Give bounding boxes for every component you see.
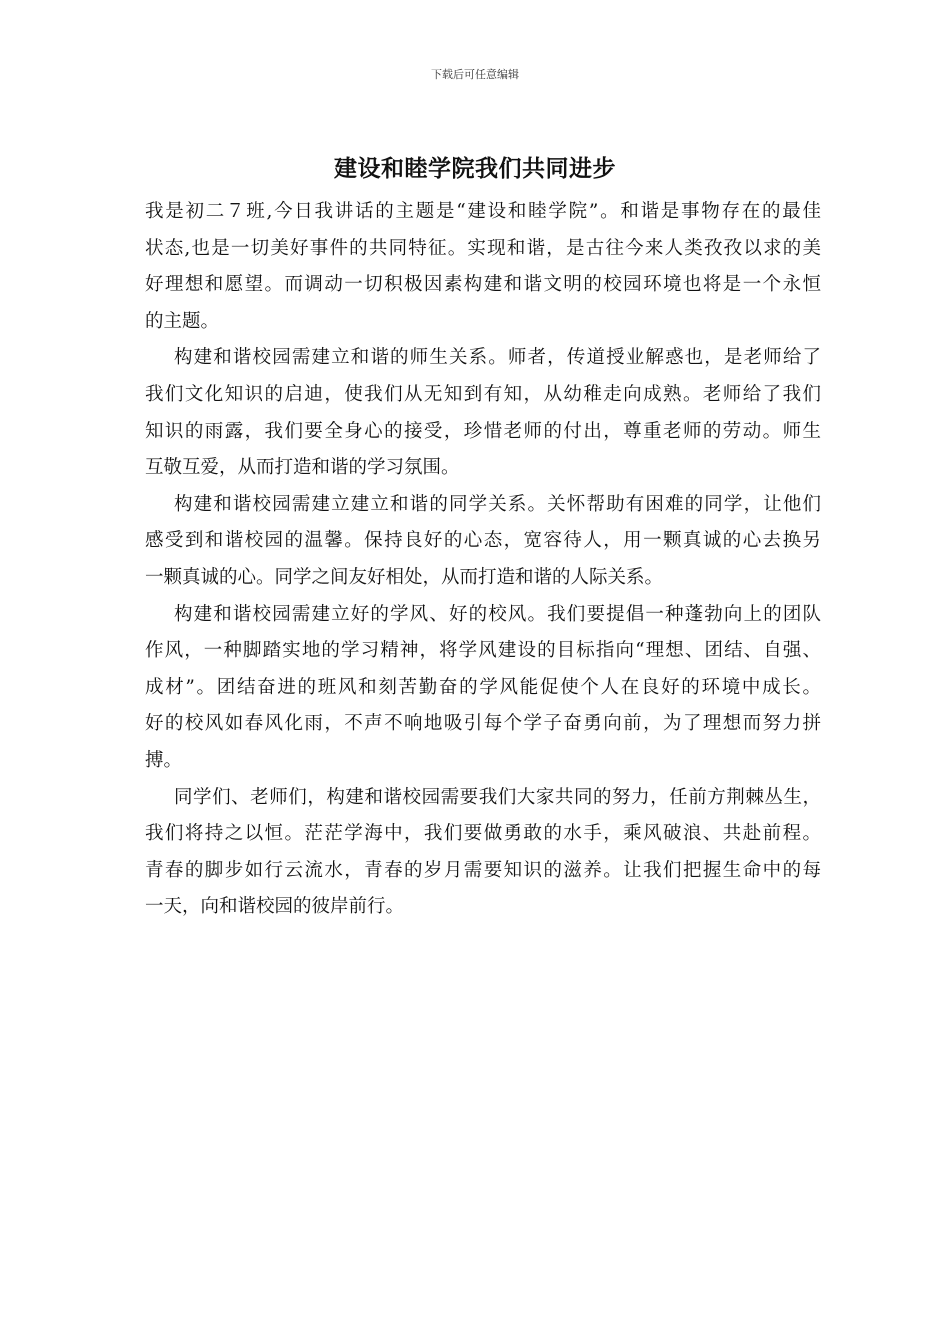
paragraph-line: 好的校风如春风化雨，不声不响地吸引每个学子奋勇向前，为了理想而努力拼 (145, 713, 821, 735)
paragraph-line: 青春的脚步如行云流水，青春的岁月需要知识的滋养。让我们把握生命中的每 (145, 859, 821, 881)
paragraph-1 (145, 194, 821, 340)
paragraph-5 (145, 780, 821, 926)
paragraph-line: 一天，向和谐校园的彼岸前行。 (145, 896, 405, 918)
paragraph-line: 成材”。团结奋进的班风和刻苦勤奋的学风能促使个人在良好的环境中成长。 (145, 676, 821, 698)
paragraph-4 (145, 597, 821, 780)
paragraph-line: 知识的雨露，我们要全身心的接受，珍惜老师的付出，尊重老师的劳动。师生 (145, 420, 821, 442)
paragraph-line: 互敬互爱，从而打造和谐的学习氛围。 (145, 457, 460, 479)
paragraph-2 (145, 340, 821, 486)
paragraph-line: 好理想和愿望。而调动一切积极因素构建和谐文明的校园环境也将是一个永恒 (145, 274, 821, 296)
paragraph-line: 我们文化知识的启迪，使我们从无知到有知，从幼稚走向成熟。老师给了我们 (145, 383, 821, 405)
paragraph-line: 作风，一种脚踏实地的学习精神，将学风建设的目标指向“理想、团结、自强、 (145, 640, 821, 662)
document-title: 建设和睦学院我们共同进步 (334, 156, 616, 182)
paragraph-line: 构建和谐校园需建立好的学风、好的校风。我们要提倡一种蓬勃向上的团队 (174, 603, 821, 625)
paragraph-line: 我是初二７班,今日我讲话的主题是“建设和睦学院”。和谐是事物存在的最佳 (145, 201, 821, 222)
paragraph-line: 的主题。 (145, 310, 220, 332)
paragraph-line: 我们将持之以恒。茫茫学海中，我们要做勇敢的水手，乘风破浪、共赴前程。 (145, 823, 821, 845)
header-note: 下载后可任意编辑 (431, 68, 519, 81)
paragraph-line: 同学们、老师们，构建和谐校园需要我们大家共同的努力，任前方荆棘丛生， (174, 786, 821, 808)
paragraph-line: 构建和谐校园需建立建立和谐的同学关系。关怀帮助有困难的同学，让他们 (174, 493, 821, 515)
paragraph-3 (145, 487, 821, 597)
document-body (145, 194, 821, 926)
paragraph-line: 状态,也是一切美好事件的共同特征。实现和谐，是古往今来人类孜孜以求的美 (145, 237, 821, 259)
paragraph-line: 感受到和谐校园的温馨。保持良好的心态，宽容待人，用一颗真诚的心去换另 (145, 530, 821, 552)
paragraph-line: 一颗真诚的心。同学之间友好相处，从而打造和谐的人际关系。 (145, 566, 664, 588)
paragraph-line: 搏。 (145, 749, 183, 771)
paragraph-line: 构建和谐校园需建立和谐的师生关系。师者，传道授业解惑也，是老师给了 (174, 347, 821, 369)
